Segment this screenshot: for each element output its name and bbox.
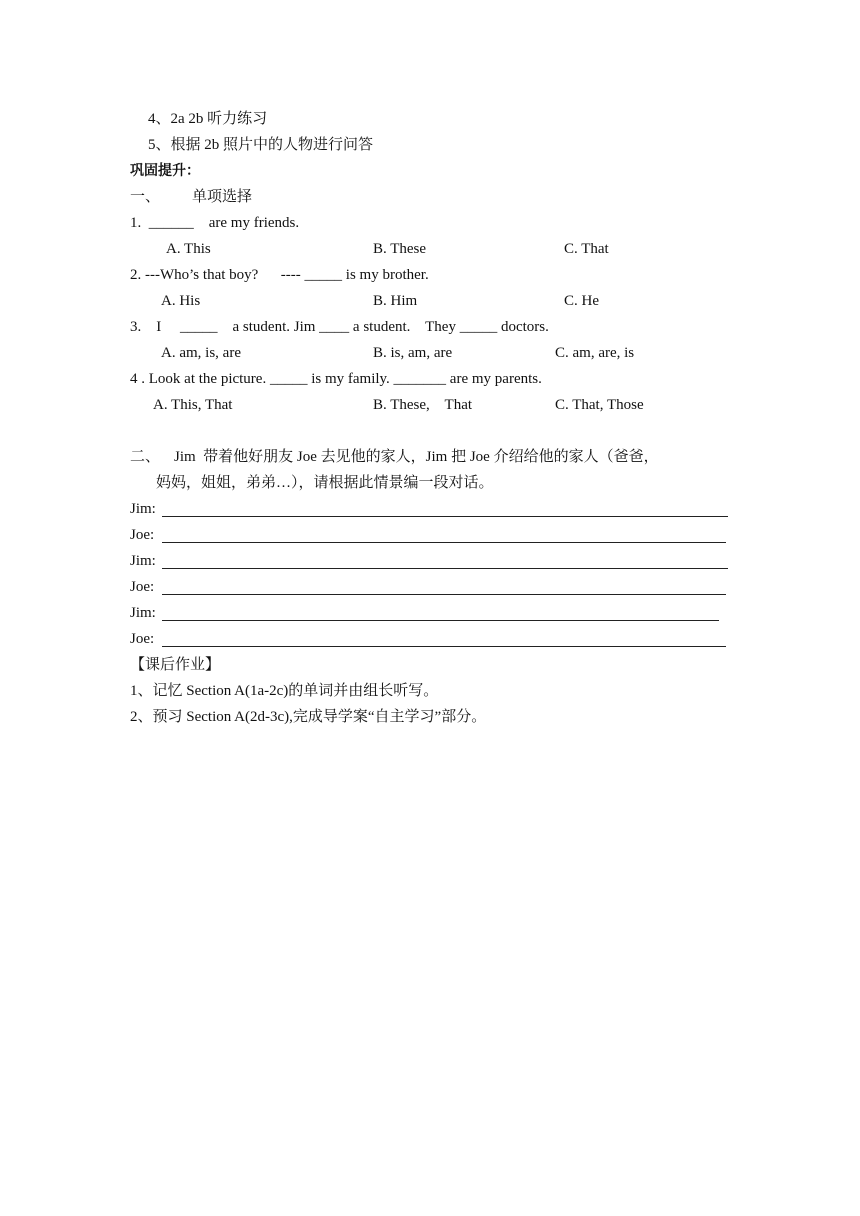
question-3-option-c: C. am, are, is bbox=[555, 345, 635, 361]
dialogue-answer-line-2[interactable] bbox=[162, 542, 726, 543]
question-3-stem: 3. I _____ a student. Jim ____ a student. They _____ doctors. bbox=[130, 319, 549, 335]
question-2-option-b: B. Him bbox=[373, 293, 418, 309]
dialogue-answer-line-5[interactable] bbox=[162, 620, 719, 621]
part1-number: 一、 bbox=[130, 189, 161, 205]
part2-number: 二、 bbox=[130, 449, 161, 465]
homework-item-2: 2、预习 Section A(2d-3c),完成导学案“自主学习”部分。 bbox=[130, 709, 487, 725]
dialogue-answer-line-3[interactable] bbox=[162, 568, 728, 569]
dialogue-label-1: Jim: bbox=[130, 501, 156, 517]
dialogue-label-3: Jim: bbox=[130, 553, 156, 569]
task-5: 5、根据 2b 照片中的人物进行问答 bbox=[148, 137, 374, 153]
dialogue-label-2: Joe: bbox=[130, 527, 155, 543]
task-4: 4、2a 2b 听力练习 bbox=[148, 111, 268, 127]
part2-instruction-line-2: 妈妈，姐姐，弟弟…），请根据此情景编一段对话。 bbox=[156, 475, 494, 491]
question-4-option-b: B. These, That bbox=[373, 397, 473, 413]
question-4-option-a: A. This, That bbox=[153, 397, 233, 413]
question-2-option-a: A. His bbox=[161, 293, 201, 309]
question-1-stem: 1. ______ are my friends. bbox=[130, 215, 300, 231]
dialogue-label-5: Jim: bbox=[130, 605, 156, 621]
question-2-option-c: C. He bbox=[564, 293, 599, 309]
dialogue-answer-line-4[interactable] bbox=[162, 594, 726, 595]
dialogue-answer-line-6[interactable] bbox=[162, 646, 726, 647]
part2-instruction-line-1: Jim 带着他好朋友 Joe 去见他的家人，Jim 把 Joe 介绍给他的家人（爸爸， bbox=[174, 449, 659, 465]
question-1-option-b: B. These bbox=[373, 241, 427, 257]
dialogue-label-6: Joe: bbox=[130, 631, 155, 647]
question-1-option-a: A. This bbox=[166, 241, 211, 257]
part1-title: 单项选择 bbox=[192, 189, 253, 205]
question-3-option-b: B. is, am, are bbox=[373, 345, 453, 361]
dialogue-label-4: Joe: bbox=[130, 579, 155, 595]
homework-item-1: 1、记忆 Section A(1a-2c)的单词并由组长听写。 bbox=[130, 683, 439, 699]
question-4-option-c: C. That, Those bbox=[555, 397, 644, 413]
dialogue-answer-line-1[interactable] bbox=[162, 516, 728, 517]
question-2-stem: 2. ---Who’s that boy? ---- _____ is my brother. bbox=[130, 267, 429, 283]
question-3-option-a: A. am, is, are bbox=[161, 345, 241, 361]
consolidation-heading: 巩固提升： bbox=[130, 163, 200, 179]
question-1-option-c: C. That bbox=[564, 241, 609, 257]
homework-heading: 【课后作业】 bbox=[130, 657, 221, 673]
question-4-stem: 4 . Look at the picture. _____ is my family. _______ are my parents. bbox=[130, 371, 542, 387]
